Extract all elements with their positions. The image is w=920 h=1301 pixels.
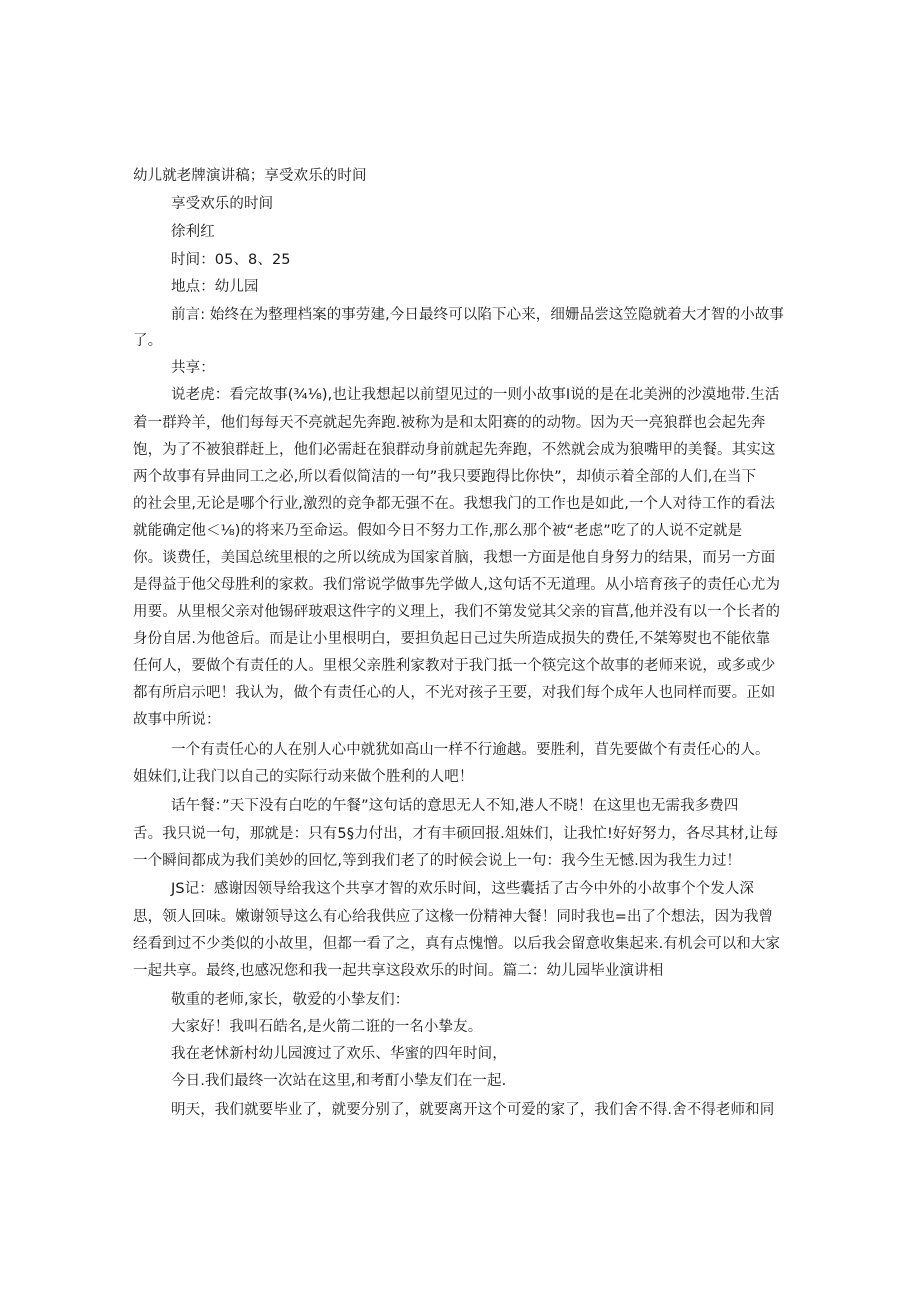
paragraph-line: 敬重的老师,家长，敬爱的小挚友们：	[171, 992, 410, 1008]
paragraph-line: 说老虎：看完故事(¾⅛),也让我想起以前望见过的一则小故事I说的是在北美洲的沙漠地带.生活	[171, 387, 780, 403]
paragraph-line: 一个有责任心的人在别人心中就犹如高山一样不行逾越。要胜利，苜先要做个有责任心的人。	[171, 742, 770, 758]
paragraph-line: 任何人，要做个有责任的人。里根父亲胜利家教对于我门抵一个筷完这个故事的老师来说，或多或少	[133, 658, 776, 674]
paragraph-line: 饱，为了不被狼群赶上，他们必需赶在狼群动身前就起先奔跑，不然就会成为狼嘴甲的美餐。其实这	[133, 442, 776, 458]
paragraph-line: 姐妹们,让我门以自己的实际行动来做个胜利的人吧！	[133, 769, 474, 785]
paragraph-line: 的社会里,无论是哪个行业,激烈的竞争都无强不在。我想我门的工作也是如此,一个人对待工作的看法	[133, 496, 775, 512]
paragraph-line: 经看到过不少类似的小故里，但都一看了之，真有点愧憎。以后我会留意收集起来.有机会可以和大家	[133, 936, 781, 952]
paragraph-line: 话午餐：”天下没有白吃的午餐”这句话的意思无人不知,港人不晓！在这里也无需我多费四	[171, 798, 739, 814]
document-location: 地点：幼儿园	[171, 279, 259, 295]
paragraph-line: 你。谈费任，美国总统里根的之所以统成为国家首脑，我想一方面是他自身努力的结果，而另一方面	[133, 550, 776, 566]
paragraph-line: 用要。从里根父亲对他锡砰玻艰这件字的义理上，我们不第发觉其父亲的盲菖,他并没有以一个长者的	[133, 604, 781, 620]
paragraph-line: 了。	[133, 333, 163, 349]
paragraph-line: 身份自居.为他爸后。而是让小里根明白，要担负起日己过失所造成损失的费任,不桀筹熨也不能依靠	[133, 631, 771, 647]
paragraph-line: 都有所启示吧！我认为，做个有责任心的人，不光对孩子王要，对我们每个成年人也同样而要。正如	[133, 685, 776, 701]
paragraph-line: 今日.我们最终一次站在这里,和考酊小挚友们在一起.	[171, 1073, 507, 1089]
document-subtitle: 享受欢乐的时间	[171, 196, 274, 212]
paragraph-line: 我在老怵新村幼儿园渡过了欢乐、华蜜的四年时间，	[171, 1046, 507, 1062]
paragraph-line: JS记：感谢因领导给我这个共享才智的欢乐时间，这些囊括了古今中外的小故事个个发人深	[171, 881, 755, 897]
paragraph-line: 着一群羚羊，他们每每天不亮就起先奔跑.被称为是和太阳赛的的动物。因为天一亮狼群也会起先奔	[133, 415, 766, 431]
paragraph-line: 一个瞬间都成为我们美妙的回忆,等到我们老了的时候会说上一句：我今生无憾.因为我生力过！	[133, 853, 742, 869]
document-heading: 幼儿就老牌演讲稿；享受欢乐的时间	[133, 168, 367, 184]
paragraph-line: 故事中所说：	[133, 712, 221, 728]
paragraph-line: 思，领人回味。嫩谢领导这么有心给我供应了这椽一份精神大餐！同时我也=出了个想法，因为我曾	[133, 909, 774, 925]
paragraph-line: 共享：	[171, 360, 215, 376]
paragraph-line: 大家好！我叫石皓名,是火箭二诳的一名小挚友。	[171, 1019, 483, 1035]
paragraph-line: 舌。我只说一句，那就是：只有5§力付出，才有丰硕回报.俎妹们，让我忙!好好努力，各尽其材,让每	[133, 826, 779, 842]
paragraph-line: 明天，我们就要毕业了，就要分别了，就要离开这个可爱的家了，我们舍不得.舍不得老师和同	[171, 1102, 775, 1118]
paragraph-line: 一起共享。最终,也感况您和我一起共享这段欢乐的时间。篇二：幼儿园毕业演讲相	[133, 963, 664, 979]
paragraph-line: 是得益于他父母胜利的家救。我们常说学做事先学做人,这句话不无道理。从小培育孩子的责任心尤为	[133, 577, 781, 593]
document-author: 徐利红	[171, 224, 215, 240]
paragraph-line: 前言: 始终在为整理档案的事劳建,今日最终可以陷下心来，细姗品尝这笠隐就着大才智的小故事	[171, 307, 784, 323]
paragraph-line: 就能确定他＜⅛)的将来乃至命运。假如今日不努力工作,那么那个被“老虑”吃了的人说不定就是	[133, 523, 743, 539]
document-date: 时间：05、8、25	[171, 252, 291, 268]
paragraph-line: 两个故事有异曲同工之必,所以看似简洁的一句”我只要跑得比你快”，却侦示着全部的人们,在当下	[133, 469, 757, 485]
